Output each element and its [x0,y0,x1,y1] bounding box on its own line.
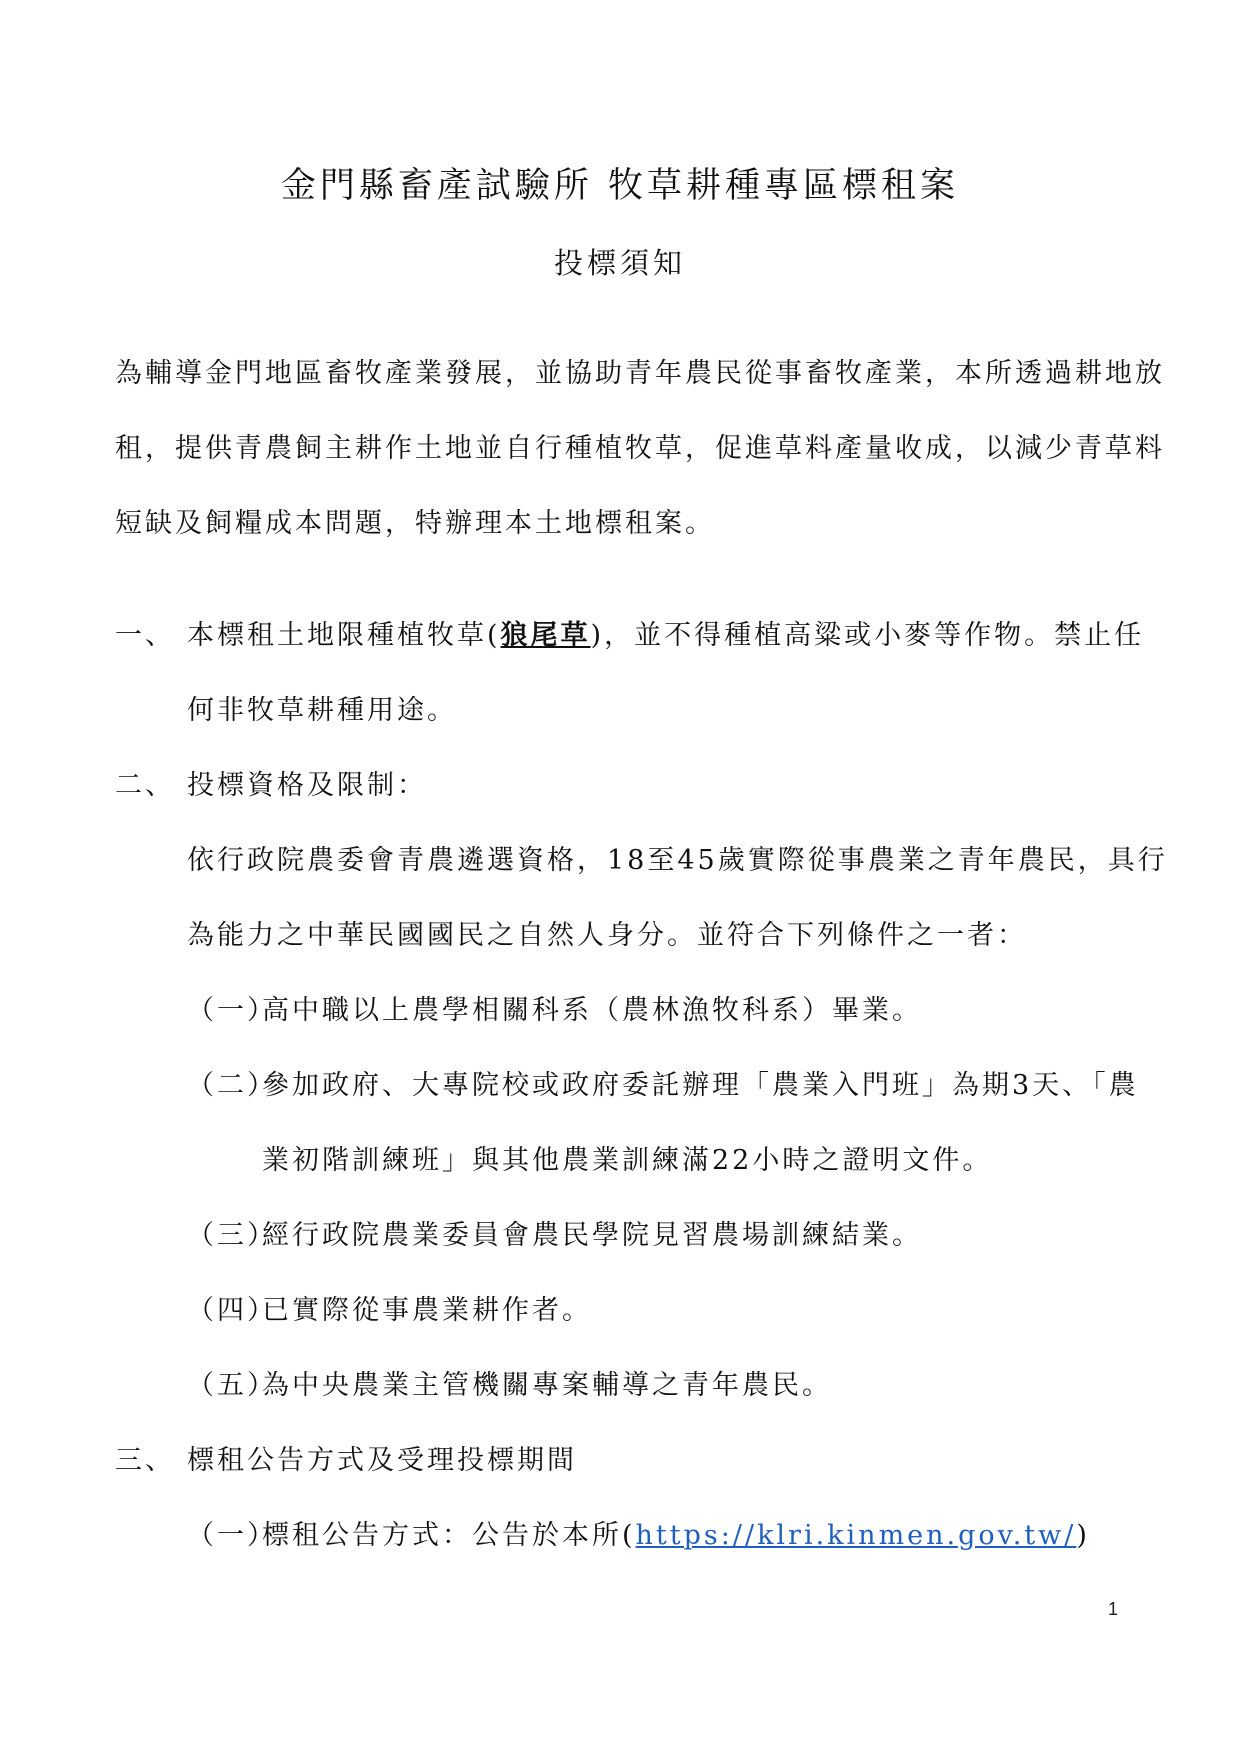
list-item-label: （五） [187,1370,277,1401]
list-item-label: （一） [187,995,277,1026]
list-item-text: 參加政府、大專院校或政府委託辦理「農業入門班」為期3天、「農 [262,1070,1139,1101]
section-2-number: 二、 [115,770,175,801]
section-1-text-pre: 本標租土地限種植牧草( [187,620,501,651]
section-3-item-1-post: ) [1076,1520,1090,1551]
list-item-text: 高中職以上農學相關科系（農林漁牧科系）畢業。 [262,995,922,1026]
section-1-line-2: 何非牧草耕種用途。 [187,695,457,726]
list-item-label: （一） [187,1520,277,1551]
list-item-label: （四） [187,1295,277,1326]
section-1-line-1 [187,618,1144,654]
intro-line-2: 租，提供青農飼主耕作土地並自行種植牧草，促進草料產量收成，以減少青草料 [115,433,1165,464]
section-3-item-1 [262,1518,1090,1554]
list-item-text: 已實際從事農業耕作者。 [262,1295,592,1326]
list-item-text: 經行政院農業委員會農民學院見習農場訓練結業。 [262,1220,922,1251]
website-link[interactable]: https://klri.kinmen.gov.tw/ [635,1520,1077,1551]
intro-line-1: 為輔導金門地區畜牧產業發展，並協助青年農民從事畜牧產業，本所透過耕地放 [115,358,1165,389]
section-1-emphasis: 狼尾草 [500,620,591,651]
list-item-text: 為中央農業主管機關專案輔導之青年農民。 [262,1370,832,1401]
page-number: 1 [1107,1599,1118,1619]
page-title: 金門縣畜產試驗所 牧草耕種專區標租案 [280,166,960,206]
section-3-item-1-pre: 標租公告方式：公告於本所( [262,1520,636,1551]
section-3-heading: 標租公告方式及受理投標期間 [187,1445,577,1476]
section-2-para-2: 為能力之中華民國國民之自然人身分。並符合下列條件之一者： [187,920,1027,951]
list-item-continuation: 業初階訓練班」與其他農業訓練滿22小時之證明文件。 [262,1145,993,1176]
page-subtitle: 投標須知 [553,246,686,280]
section-1-number: 一、 [115,620,175,651]
section-3-number: 三、 [115,1445,175,1476]
intro-line-3: 短缺及飼糧成本問題，特辦理本土地標租案。 [115,508,715,539]
section-2-para-1: 依行政院農委會青農遴選資格，18至45歲實際從事農業之青年農民，具行 [187,845,1168,876]
list-item-label: （二） [187,1070,277,1101]
list-item-label: （三） [187,1220,277,1251]
section-2-heading: 投標資格及限制： [187,770,427,801]
section-1-text-post: )，並不得種植高粱或小麥等作物。禁止任 [590,620,1145,651]
